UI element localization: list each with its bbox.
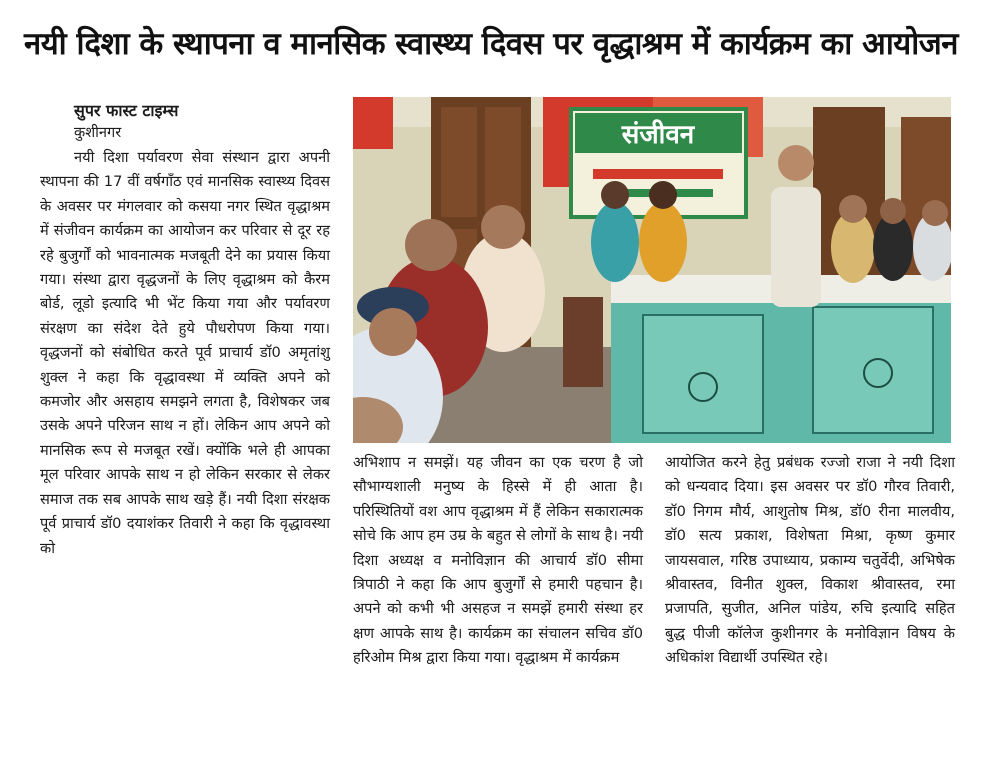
column-3-text: आयोजित करने हेतु प्रबंधक रज्जो राजा ने नयी दिशा को धन्यवाद दिया। इस अवसर पर डॉ0 गौरव तिवारी, डॉ0 निगम मौर्य, आशुतोष मिश्र, डॉ0 रीना मालवीय, डॉ0 सत्य प्रकाश, विशेषता मिश्रा, कृष्ण कुमार जायसवाल, गरिष्ठ उपाध्याय, प्रकाम्य चतुर्वेदी, अभिषेक श्रीवास्तव, विनीत शुक्ल, विकाश श्रीवास्तव, रमा प्रजापति, सुजीत, अनिल पांडेय, रुचि इत्यादि सहित बुद्ध पीजी कॉलेज कुशीनगर के मनोविज्ञान विषय के अधिकांश विद्यार्थी उपस्थित रहे। [665,454,955,667]
headline: नयी दिशा के स्थापना व मानसिक स्वास्थ्य दिवस पर वृद्धाश्रम में कार्यक्रम का आयोजन [24,26,958,62]
dateline-place: कुशीनगर [74,124,122,141]
event-photo [353,97,951,443]
article-column-1 [40,100,330,561]
article-column-2 [353,451,643,671]
column-1-text: नयी दिशा पर्यावरण सेवा संस्थान द्वारा अपनी स्थापना की 17 वीं वर्षगाँठ एवं मानसिक स्वास्थ्य दिवस के अवसर पर मंगलवार को कसया नगर स्थित वृद्धाश्रम में संजीवन कार्यक्रम का आयोजन कर परिवार से दूर रह रहे बुजुर्गों को भावनात्मक मजबूती देने का प्रयास किया गया। संस्था द्वारा वृद्धजनों के लिए वृद्धाश्रम को कैरम बोर्ड, लूडो इत्यादि भी भेंट किया गया और पर्यावरण संरक्षण का संदेश देते हुये पौधरोपण किया गया। वृद्धजनों को संबोधित करते पूर्व प्राचार्य डॉ0 अमृतांशु शुक्ल ने कहा कि वृद्धावस्था में व्यक्ति अपने को कमजोर और असहाय समझने लगता है, विशेषकर जब उसके अपने परिजन साथ न हों। लेकिन आप अपने को मानसिक रूप से मजबूत रखें। क्योंकि भले ही आपका मूल परिवार आपके साथ न हो लेकिन सरकार से लेकर समाज तक सब आपके साथ खड़े हैं। नयी दिशा संरक्षक पूर्व प्राचार्य डॉ0 दयाशंकर तिवारी ने कहा कि वृद्धावस्था को [40,149,330,557]
banner-text: संजीवन [621,120,695,150]
byline: सुपर फास्ट टाइम्स [74,101,179,120]
article-column-3 [665,451,955,671]
column-2-text: अभिशाप न समझें। यह जीवन का एक चरण है जो सौभाग्यशाली मनुष्य के हिस्से में ही आता है। परिस्थितियों वश आप वृद्धाश्रम में हैं लेकिन सकारात्मक सोचे कि आप हम उम्र के बहुत से लोगों के साथ है। नयी दिशा अध्यक्ष व मनोविज्ञान की आचार्य डॉ0 सीमा त्रिपाठी ने कहा कि आप बुजुर्गों से हमारी पहचान है। अपने को कभी भी असहज न समझें हमारी संस्था हर क्षण आपके साथ है। कार्यक्रम का संचालन सचिव डॉ0 हरिओम मिश्र द्वारा किया गया। वृद्धाश्रम में कार्यक्रम [353,454,643,667]
